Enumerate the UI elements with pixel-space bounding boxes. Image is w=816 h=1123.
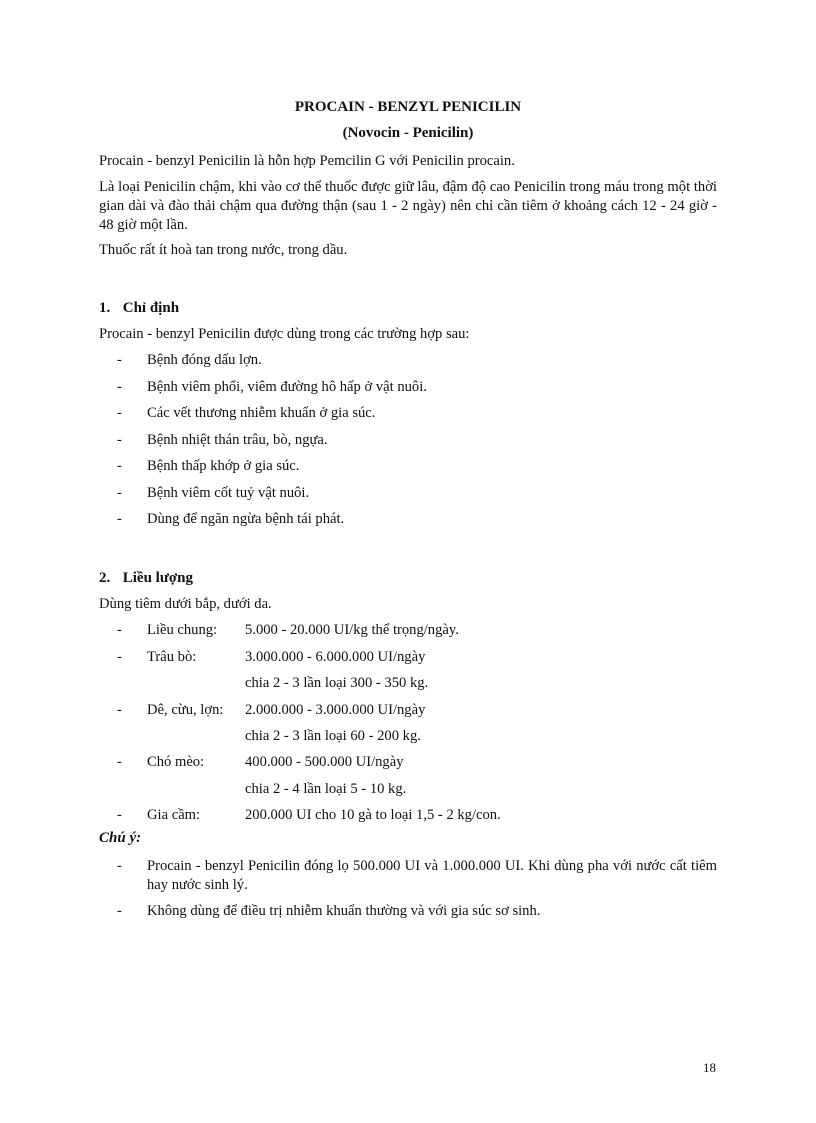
bullet-dash: - [117, 458, 122, 474]
page-number: 18 [703, 1060, 716, 1075]
bullet-dash: - [117, 754, 122, 770]
bullet-dash: - [117, 405, 122, 421]
bullet-dash: - [117, 702, 122, 718]
dose-value: 200.000 UI cho 10 gà to loại 1,5 - 2 kg/con. [245, 807, 501, 823]
section-1-heading [99, 300, 179, 317]
dose-value: 5.000 - 20.000 UI/kg thể trọng/ngày. [245, 622, 459, 638]
document-page: PROCAIN - BENZYL PENICILIN (Novocin - Penicilin) Procain - benzyl Penicilin là hỗn hợp Pemcilin G với Penicilin procain. Là loại Penicilin chậm, khi vào cơ thể thuốc được giữ lâu, đậm độ cao Penicilin trong máu trong một thời gian dài và đào thải chậm qua đường thận (sau 1 - 2 ngày) nên chỉ cần tiêm ở khoảng cách 12 - 24 giờ - 48 giờ một lần. Thuốc rất ít hoà tan trong nước, trong dầu. 1. Chỉ định Procain - benzyl Penicilin được dùng trong các trường hợp sau: - Bệnh đóng dấu lợn. - Bệnh viêm phổi, viêm đường hô hấp ở vật nuôi. - Các vết thương nhiễm khuẩn ở gia súc. - Bệnh nhiệt thán trâu, bò, ngựa. - Bệnh thấp khớp ở gia súc. - Bệnh viêm cốt tuỷ vật nuôi. - Dùng để ngăn ngừa bệnh tái phát. 2. Liều lượng Dùng tiêm dưới bắp, dưới da. - Liều chung: 5.000 - 20.000 UI/kg thể trọng/ngày. - Trâu bò: 3.000.000 - 6.000.000 UI/ngày chia 2 - 3 lần loại 300 - 350 kg. - Dê, cừu, lợn: 2.000.000 - 3.000.000 UI/ngày chia 2 - 3 lần loại 60 - 200 kg. - Chó mèo: 400.000 - 500.000 UI/ngày chia 2 - 4 lần loại 5 - 10 kg. - Gia cầm: 200.000 UI cho 10 gà to loại 1,5 - 2 kg/con. Chú ý: - Procain - benzyl Penicilin đóng lọ 500.000 UI và 1.000.000 UI. Khi dùng pha với nước cất tiêm hay nước sinh lý. - Không dùng để điều trị nhiễm khuẩn thường và với gia súc sơ sinh. 18 [0, 0, 816, 1123]
intro-paragraph-3: Thuốc rất ít hoà tan trong nước, trong dầu. [99, 242, 348, 258]
intro-paragraph-2: Là loại Penicilin chậm, khi vào cơ thể thuốc được giữ lâu, đậm độ cao Penicilin trong máu trong một thời gian dài và đào thải chậm qua đường thận (sau 1 - 2 ngày) nên chỉ cần tiêm ở khoảng cách 12 - 24 giờ - 48 giờ một lần. [99, 179, 717, 233]
section-2-number: 2. [99, 570, 111, 586]
bullet-dash: - [117, 352, 122, 368]
page-title: PROCAIN - BENZYL PENICILIN [294, 99, 522, 115]
dose-value: 400.000 - 500.000 UI/ngày [245, 754, 404, 770]
page-subtitle: (Novocin - Penicilin) [342, 125, 474, 141]
bullet-dash: - [117, 485, 122, 501]
dose-label: Liều chung: [147, 622, 218, 638]
dose-value: chia 2 - 3 lần loại 300 - 350 kg. [245, 675, 429, 691]
bullet-dash: - [117, 511, 122, 527]
dose-value: chia 2 - 4 lần loại 5 - 10 kg. [245, 781, 407, 797]
dose-label: Trâu bò: [147, 649, 197, 665]
bullet-dash: - [117, 649, 122, 665]
bullet-dash: - [117, 903, 122, 919]
bullet-dash: - [117, 432, 122, 448]
section-1-title: Chỉ định [122, 300, 180, 316]
dose-value: chia 2 - 3 lần loại 60 - 200 kg. [245, 728, 421, 744]
bullet-dash: - [117, 622, 122, 638]
bullet-dash: - [117, 379, 122, 395]
bullet-dash: - [117, 858, 122, 874]
note-label: Chú ý: [99, 830, 142, 846]
dose-value: 3.000.000 - 6.000.000 UI/ngày [245, 649, 426, 665]
intro-paragraph-1: Procain - benzyl Penicilin là hỗn hợp Pemcilin G với Penicilin procain. [99, 153, 515, 169]
section-2-title: Liều lượng [122, 570, 193, 586]
dose-label: Dê, cừu, lợn: [147, 702, 224, 718]
section-2-lead: Dùng tiêm dưới bắp, dưới da. [99, 596, 272, 612]
dose-label: Gia cầm: [147, 807, 201, 823]
dose-value: 2.000.000 - 3.000.000 UI/ngày [245, 702, 426, 718]
dose-label: Chó mèo: [147, 754, 205, 770]
section-2-heading [99, 570, 193, 587]
bullet-dash: - [117, 807, 122, 823]
section-1-number: 1. [99, 300, 111, 316]
section-1-lead: Procain - benzyl Penicilin được dùng trong các trường hợp sau: [99, 326, 470, 342]
